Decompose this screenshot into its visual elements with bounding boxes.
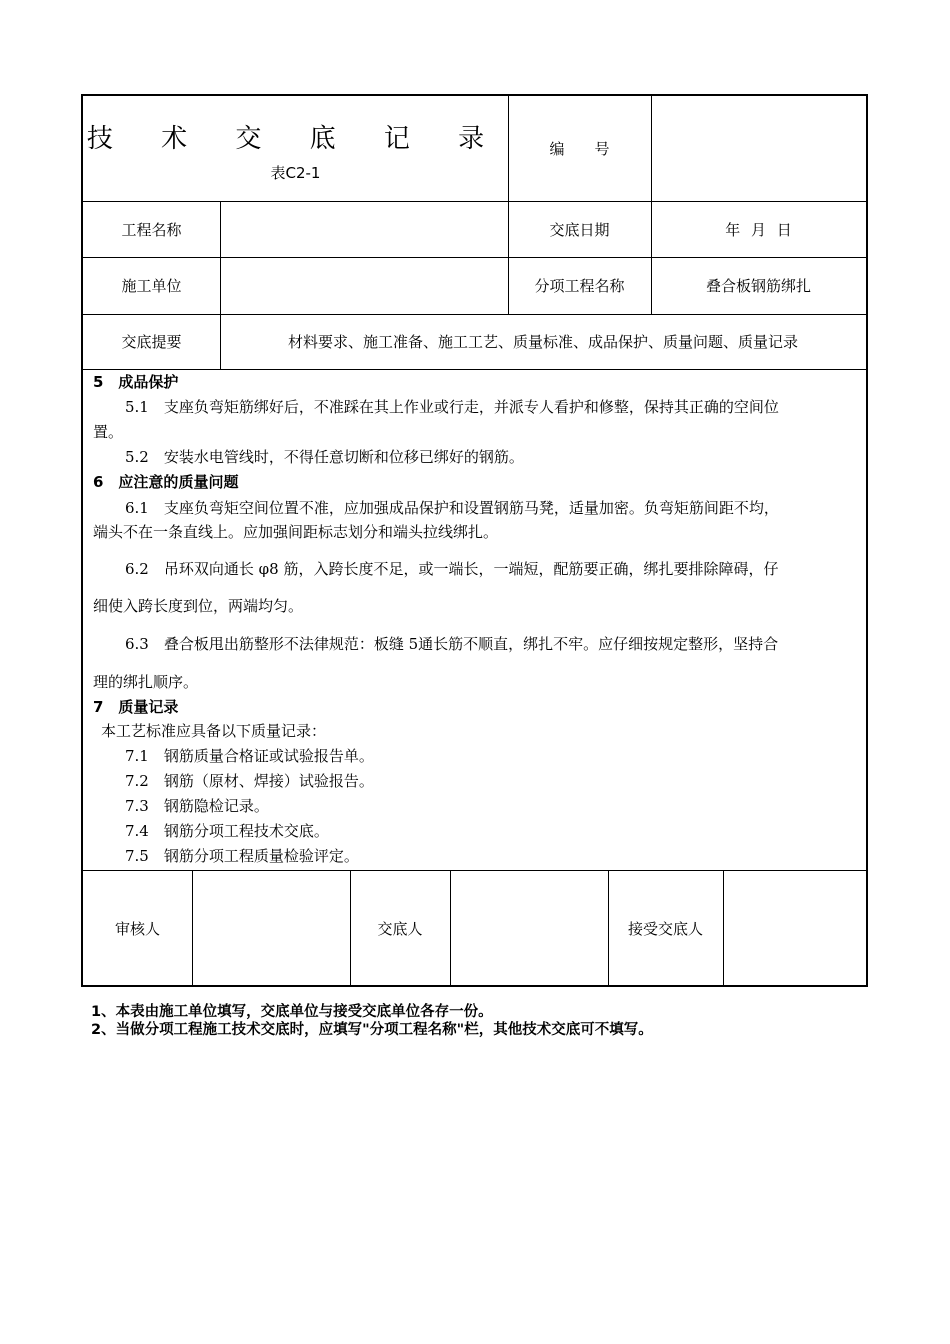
form-title: 技 术 交 底 记 录 [86, 124, 505, 154]
row-divider [83, 369, 866, 370]
item-5-1-line2: 置。 [93, 423, 124, 441]
record-item: 7.4 钢筋分项工程技术交底。 [125, 822, 329, 840]
receiver-label: 接受交底人 [627, 920, 703, 938]
presenter-label: 交底人 [377, 920, 423, 938]
summary-field[interactable]: 材料要求、施工准备、施工工艺、质量标准、成品保护、质量问题、质量记录 [287, 333, 798, 351]
subproject-label: 分项工程名称 [534, 277, 625, 295]
footnote: 2、当做分项工程施工技术交底时，应填写"分项工程名称"栏，其他技术交底可不填写。 [91, 1022, 653, 1038]
footnote: 1、本表由施工单位填写，交底单位与接受交底单位各存一份。 [91, 1004, 493, 1020]
date-label: 交底日期 [549, 220, 610, 239]
subproject-field[interactable]: 叠合板钢筋绑扎 [705, 277, 811, 295]
item-5-1-line1: 5.1 支座负弯矩筋绑好后，不准踩在其上作业或行走，并派专人看护和修整，保持其正确的空间位 [125, 398, 779, 416]
item-6-1-line1: 6.1 支座负弯矩空间位置不准，应加强成品保护和设置钢筋马凳，适量加密。负弯矩筋间距不均， [125, 499, 779, 517]
item-5-2: 5.2 安装水电管线时，不得任意切断和位移已绑好的钢筋。 [125, 448, 524, 466]
project-name-field[interactable] [220, 201, 508, 257]
section-5-title: 5 成品保护 [93, 373, 179, 391]
record-item: 7.2 钢筋（原材、焊接）试验报告。 [125, 772, 374, 790]
number-label: 编 号 [549, 140, 610, 158]
unit-label: 施工单位 [121, 277, 182, 295]
item-6-2-line1: 6.2 吊环双向通长 φ8 筋，入跨长度不足，或一端长，一端短，配筋要正确，绑扎要排除障碍，仔 [125, 560, 779, 578]
receiver-field[interactable] [723, 870, 866, 987]
item-6-3-line1: 6.3 叠合板甩出筋整形不法律规范：板缝 5通长筋不顺直，绑扎不牢。应仔细按规定整形，坚持合 [125, 635, 779, 653]
summary-label: 交底提要 [121, 333, 182, 351]
record-item: 7.1 钢筋质量合格证或试验报告单。 [125, 747, 374, 765]
record-item: 7.3 钢筋隐检记录。 [125, 797, 269, 815]
item-6-2-line2: 细使入跨长度到位，两端均匀。 [93, 597, 304, 615]
date-field[interactable]: 年 月 日 [725, 220, 792, 239]
technical-briefing-form [81, 94, 868, 987]
unit-field[interactable] [220, 257, 508, 314]
section-7-title: 7 质量记录 [93, 698, 179, 716]
record-item: 7.5 钢筋分项工程质量检验评定。 [125, 847, 359, 865]
item-6-3-line2: 理的绑扎顺序。 [93, 673, 199, 691]
briefing-content [83, 372, 866, 869]
form-code: 表C2-1 [270, 164, 321, 182]
presenter-field[interactable] [450, 870, 608, 987]
section-7-intro: 本工艺标准应具备以下质量记录： [101, 722, 327, 740]
reviewer-label: 审核人 [114, 920, 160, 938]
item-6-1-line2: 端头不在一条直线上。应加强间距标志划分和端头拉线绑扎。 [93, 523, 499, 541]
number-field[interactable] [651, 96, 866, 201]
section-6-title: 6 应注意的质量问题 [93, 473, 239, 491]
project-name-label: 工程名称 [121, 220, 182, 239]
reviewer-field[interactable] [192, 870, 350, 987]
footnotes [91, 1003, 653, 1039]
